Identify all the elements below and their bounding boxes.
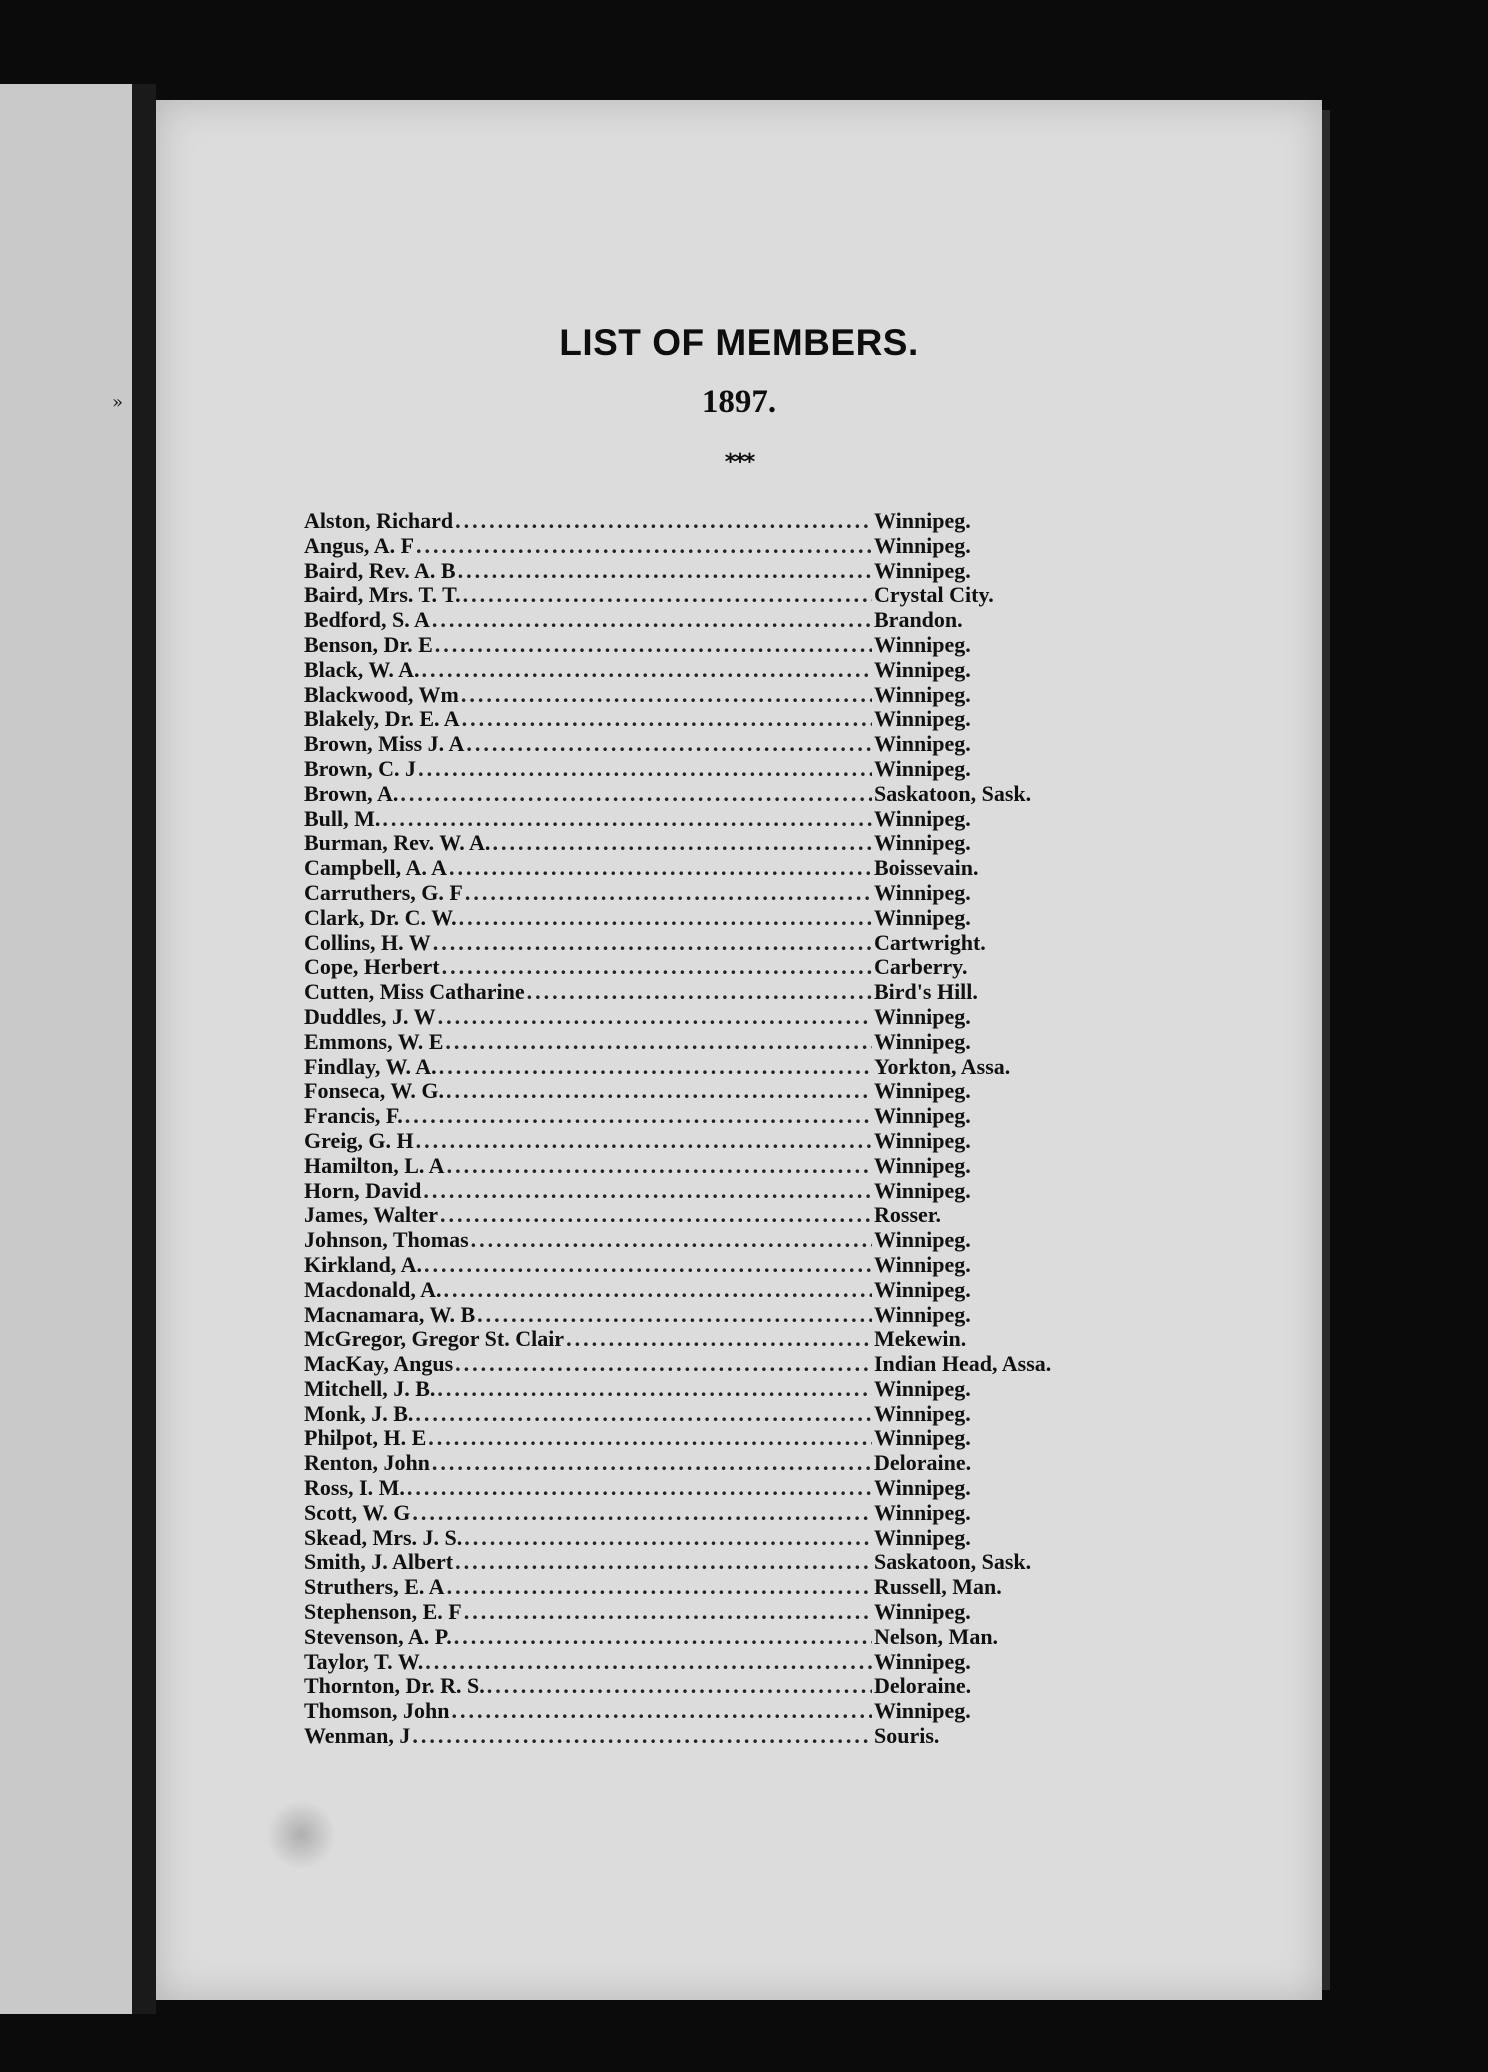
member-place: Winnipeg. <box>874 1251 971 1277</box>
member-name: Thomson, John <box>304 1698 450 1724</box>
member-name: Alston, Richard <box>304 508 454 533</box>
member-name: Macdonald, A. <box>304 1276 442 1302</box>
member-name: Johnson, Thomas <box>304 1227 469 1253</box>
member-row <box>304 607 1124 632</box>
dot-leader <box>447 1574 872 1600</box>
member-place: Winnipeg. <box>874 557 971 583</box>
member-place: Souris. <box>874 1723 940 1749</box>
member-place: Winnipeg. <box>874 731 971 757</box>
dot-leader <box>477 1302 872 1328</box>
member-row <box>304 1698 1124 1723</box>
dot-leader <box>463 582 872 608</box>
member-row <box>304 1103 1124 1128</box>
page-edge-shadow <box>1322 110 1330 1990</box>
member-name: Blakely, Dr. E. A <box>304 706 460 732</box>
ornament-asterisks: *** <box>724 450 754 475</box>
dot-leader <box>423 1178 872 1204</box>
member-name: Cope, Herbert <box>304 954 440 980</box>
member-row <box>304 979 1124 1004</box>
dot-leader <box>455 508 872 534</box>
member-name: Fonseca, W. G. <box>304 1078 444 1104</box>
member-row <box>304 1178 1124 1203</box>
member-name: Black, W. A. <box>304 656 420 682</box>
member-place: Winnipeg. <box>874 1301 971 1327</box>
member-name: James, Walter <box>304 1202 439 1228</box>
member-place: Winnipeg. <box>874 1003 971 1029</box>
member-name: Benson, Dr. E <box>304 631 433 657</box>
member-name: Taylor, T. W. <box>304 1648 424 1674</box>
dot-leader <box>432 607 872 633</box>
member-row <box>304 1302 1124 1327</box>
dot-leader <box>464 1525 872 1551</box>
member-place: Winnipeg. <box>874 1375 971 1401</box>
dot-leader <box>424 1252 872 1278</box>
member-place: Carberry. <box>874 954 968 980</box>
member-row <box>304 1078 1124 1103</box>
member-place: Indian Head, Assa. <box>874 1351 1052 1377</box>
member-row <box>304 1029 1124 1054</box>
member-row <box>304 1574 1124 1599</box>
member-place: Winnipeg. <box>874 1425 971 1451</box>
dot-leader <box>407 1475 872 1501</box>
member-name: Francis, F. <box>304 1103 403 1129</box>
member-name: Collins, H. W <box>304 929 431 955</box>
member-place: Winnipeg. <box>874 1648 971 1674</box>
member-row <box>304 1054 1124 1079</box>
member-name: Skead, Mrs. J. S. <box>304 1524 463 1550</box>
member-place: Winnipeg. <box>874 1400 971 1426</box>
member-name: Ross, I. M. <box>304 1475 405 1501</box>
member-row <box>304 830 1124 855</box>
dot-leader <box>425 1649 872 1675</box>
dot-leader <box>428 1425 872 1451</box>
member-place: Deloraine. <box>874 1450 972 1476</box>
dot-leader <box>412 1723 872 1749</box>
member-name: Bull, M. <box>304 805 381 831</box>
member-row <box>304 1673 1124 1698</box>
dot-leader <box>464 1599 872 1625</box>
member-place: Brandon. <box>874 607 963 633</box>
member-name: Struthers, E. A <box>304 1574 445 1600</box>
member-name: Findlay, W. A. <box>304 1053 437 1079</box>
facing-page-edge <box>0 84 132 2014</box>
member-name: Angus, A. F <box>304 532 415 558</box>
member-name: Macnamara, W. B <box>304 1301 476 1327</box>
member-name: Stephenson, E. F <box>304 1599 462 1625</box>
member-name: Kirkland, A. <box>304 1251 422 1277</box>
member-row <box>304 1351 1124 1376</box>
member-name: Blackwood, Wm <box>304 681 459 707</box>
member-row <box>304 1723 1124 1748</box>
member-place: Winnipeg. <box>874 508 971 533</box>
member-name: Scott, W. G <box>304 1499 411 1525</box>
member-name: Campbell, A. A <box>304 855 448 881</box>
ink-smudge <box>266 1800 336 1870</box>
member-row <box>304 1475 1124 1500</box>
member-name: Brown, Miss J. A <box>304 731 465 757</box>
dot-leader <box>405 1103 872 1129</box>
margin-mark: » <box>112 392 124 413</box>
member-row <box>304 1649 1124 1674</box>
dot-leader <box>458 558 872 584</box>
member-name: Hamilton, L. A <box>304 1152 445 1178</box>
dot-leader <box>492 830 872 856</box>
member-name: Brown, C. J <box>304 755 417 781</box>
member-place: Winnipeg. <box>874 706 971 732</box>
member-row <box>304 1450 1124 1475</box>
member-name: Cutten, Miss Catharine <box>304 979 525 1005</box>
member-row <box>304 880 1124 905</box>
member-row <box>304 1401 1124 1426</box>
member-place: Winnipeg. <box>874 1475 971 1501</box>
member-place: Winnipeg. <box>874 1103 971 1129</box>
dot-leader <box>465 880 872 906</box>
member-row <box>304 905 1124 930</box>
dot-leader <box>437 1376 872 1402</box>
page-title: LIST OF MEMBERS. <box>559 322 919 363</box>
member-name: Wenman, J <box>304 1723 411 1749</box>
dot-leader <box>452 1698 872 1724</box>
member-place: Winnipeg. <box>874 532 971 558</box>
member-name: Renton, John <box>304 1450 430 1476</box>
member-row <box>304 632 1124 657</box>
member-row <box>304 1202 1124 1227</box>
member-place: Boissevain. <box>874 855 979 881</box>
dot-leader <box>400 781 872 807</box>
member-row <box>304 954 1124 979</box>
member-row <box>304 1277 1124 1302</box>
member-place: Winnipeg. <box>874 1028 971 1054</box>
member-row <box>304 1500 1124 1525</box>
member-row <box>304 1624 1124 1649</box>
member-place: Winnipeg. <box>874 656 971 682</box>
dot-leader <box>415 1401 872 1427</box>
page-year: 1897. <box>701 384 777 420</box>
member-row <box>304 657 1124 682</box>
dot-leader <box>444 1277 872 1303</box>
member-name: Bedford, S. A <box>304 607 430 633</box>
member-name: Brown, A. <box>304 780 399 806</box>
member-row <box>304 1599 1124 1624</box>
dot-leader <box>416 533 872 559</box>
member-row <box>304 1004 1124 1029</box>
member-place: Saskatoon, Sask. <box>874 780 1032 806</box>
member-name: McGregor, Gregor St. Clair <box>304 1326 565 1352</box>
dot-leader <box>459 905 872 931</box>
member-row <box>304 1425 1124 1450</box>
dot-leader <box>461 682 872 708</box>
member-place: Winnipeg. <box>874 1499 971 1525</box>
member-name: Stevenson, A. P. <box>304 1623 452 1649</box>
dot-leader <box>418 756 872 782</box>
member-row <box>304 1376 1124 1401</box>
member-row <box>304 1153 1124 1178</box>
member-name: Thornton, Dr. R. S. <box>304 1673 485 1699</box>
dot-leader <box>454 1624 872 1650</box>
dot-leader <box>455 1549 872 1575</box>
member-row <box>304 756 1124 781</box>
member-place: Russell, Man. <box>874 1574 1002 1600</box>
member-place: Winnipeg. <box>874 904 971 930</box>
dot-leader <box>449 855 872 881</box>
member-name: Carruthers, G. F <box>304 879 463 905</box>
member-name: Greig, G. H <box>304 1127 414 1153</box>
member-place: Winnipeg. <box>874 830 971 856</box>
member-list <box>304 508 1124 1748</box>
dot-leader <box>566 1326 872 1352</box>
member-place: Winnipeg. <box>874 1276 971 1302</box>
member-row <box>304 1326 1124 1351</box>
member-place: Winnipeg. <box>874 1698 971 1724</box>
member-row <box>304 731 1124 756</box>
dot-leader <box>382 806 872 832</box>
book-gutter <box>132 84 156 2014</box>
member-place: Winnipeg. <box>874 755 971 781</box>
member-row <box>304 781 1124 806</box>
member-place: Saskatoon, Sask. <box>874 1549 1032 1575</box>
member-place: Mekewin. <box>874 1326 967 1352</box>
member-place: Crystal City. <box>874 582 994 608</box>
member-row <box>304 855 1124 880</box>
member-name: Clark, Dr. C. W. <box>304 904 457 930</box>
dot-leader <box>432 1450 872 1476</box>
member-place: Winnipeg. <box>874 631 971 657</box>
member-name: Horn, David <box>304 1177 422 1203</box>
member-name: Smith, J. Albert <box>304 1549 454 1575</box>
dot-leader <box>440 1202 872 1228</box>
member-row <box>304 558 1124 583</box>
dot-leader <box>416 1128 872 1154</box>
member-place: Bird's Hill. <box>874 979 978 1005</box>
member-place: Winnipeg. <box>874 1127 971 1153</box>
dot-leader <box>455 1351 872 1377</box>
member-place: Deloraine. <box>874 1673 972 1699</box>
member-name: MacKay, Angus <box>304 1351 454 1377</box>
member-row <box>304 533 1124 558</box>
member-place: Winnipeg. <box>874 805 971 831</box>
member-place: Nelson, Man. <box>874 1623 999 1649</box>
member-name: Emmons, W. E <box>304 1028 444 1054</box>
member-row <box>304 508 1124 533</box>
member-name: Monk, J. B. <box>304 1400 414 1426</box>
member-place: Rosser. <box>874 1202 942 1228</box>
dot-leader <box>439 1054 872 1080</box>
member-place: Winnipeg. <box>874 1152 971 1178</box>
member-place: Winnipeg. <box>874 1599 971 1625</box>
dot-leader <box>412 1500 872 1526</box>
member-row <box>304 930 1124 955</box>
dot-leader <box>527 979 872 1005</box>
member-row <box>304 1252 1124 1277</box>
dot-leader <box>433 930 872 956</box>
member-place: Winnipeg. <box>874 1227 971 1253</box>
member-name: Philpot, H. E <box>304 1425 427 1451</box>
member-place: Yorkton, Assa. <box>874 1053 1011 1079</box>
dot-leader <box>446 1078 872 1104</box>
dot-leader <box>471 1227 872 1253</box>
member-row <box>304 1549 1124 1574</box>
member-row <box>304 806 1124 831</box>
dot-leader <box>466 731 872 757</box>
document-page <box>156 100 1322 2000</box>
member-place: Cartwright. <box>874 929 986 955</box>
member-row <box>304 582 1124 607</box>
dot-leader <box>435 632 872 658</box>
member-row <box>304 1128 1124 1153</box>
member-place: Winnipeg. <box>874 1078 971 1104</box>
member-name: Baird, Mrs. T. T. <box>304 582 461 608</box>
dot-leader <box>438 1004 872 1030</box>
member-name: Burman, Rev. W. A. <box>304 830 491 856</box>
member-row <box>304 706 1124 731</box>
member-place: Winnipeg. <box>874 879 971 905</box>
member-row <box>304 1525 1124 1550</box>
member-row <box>304 682 1124 707</box>
member-name: Duddles, J. W <box>304 1003 436 1029</box>
member-place: Winnipeg. <box>874 1177 971 1203</box>
member-place: Winnipeg. <box>874 681 971 707</box>
dot-leader <box>442 954 872 980</box>
member-row <box>304 1227 1124 1252</box>
member-place: Winnipeg. <box>874 1524 971 1550</box>
dot-leader <box>445 1029 872 1055</box>
member-name: Mitchell, J. B. <box>304 1375 436 1401</box>
dot-leader <box>422 657 872 683</box>
member-name: Baird, Rev. A. B <box>304 557 456 583</box>
dot-leader <box>487 1673 872 1699</box>
dot-leader <box>462 706 872 732</box>
dot-leader <box>447 1153 872 1179</box>
